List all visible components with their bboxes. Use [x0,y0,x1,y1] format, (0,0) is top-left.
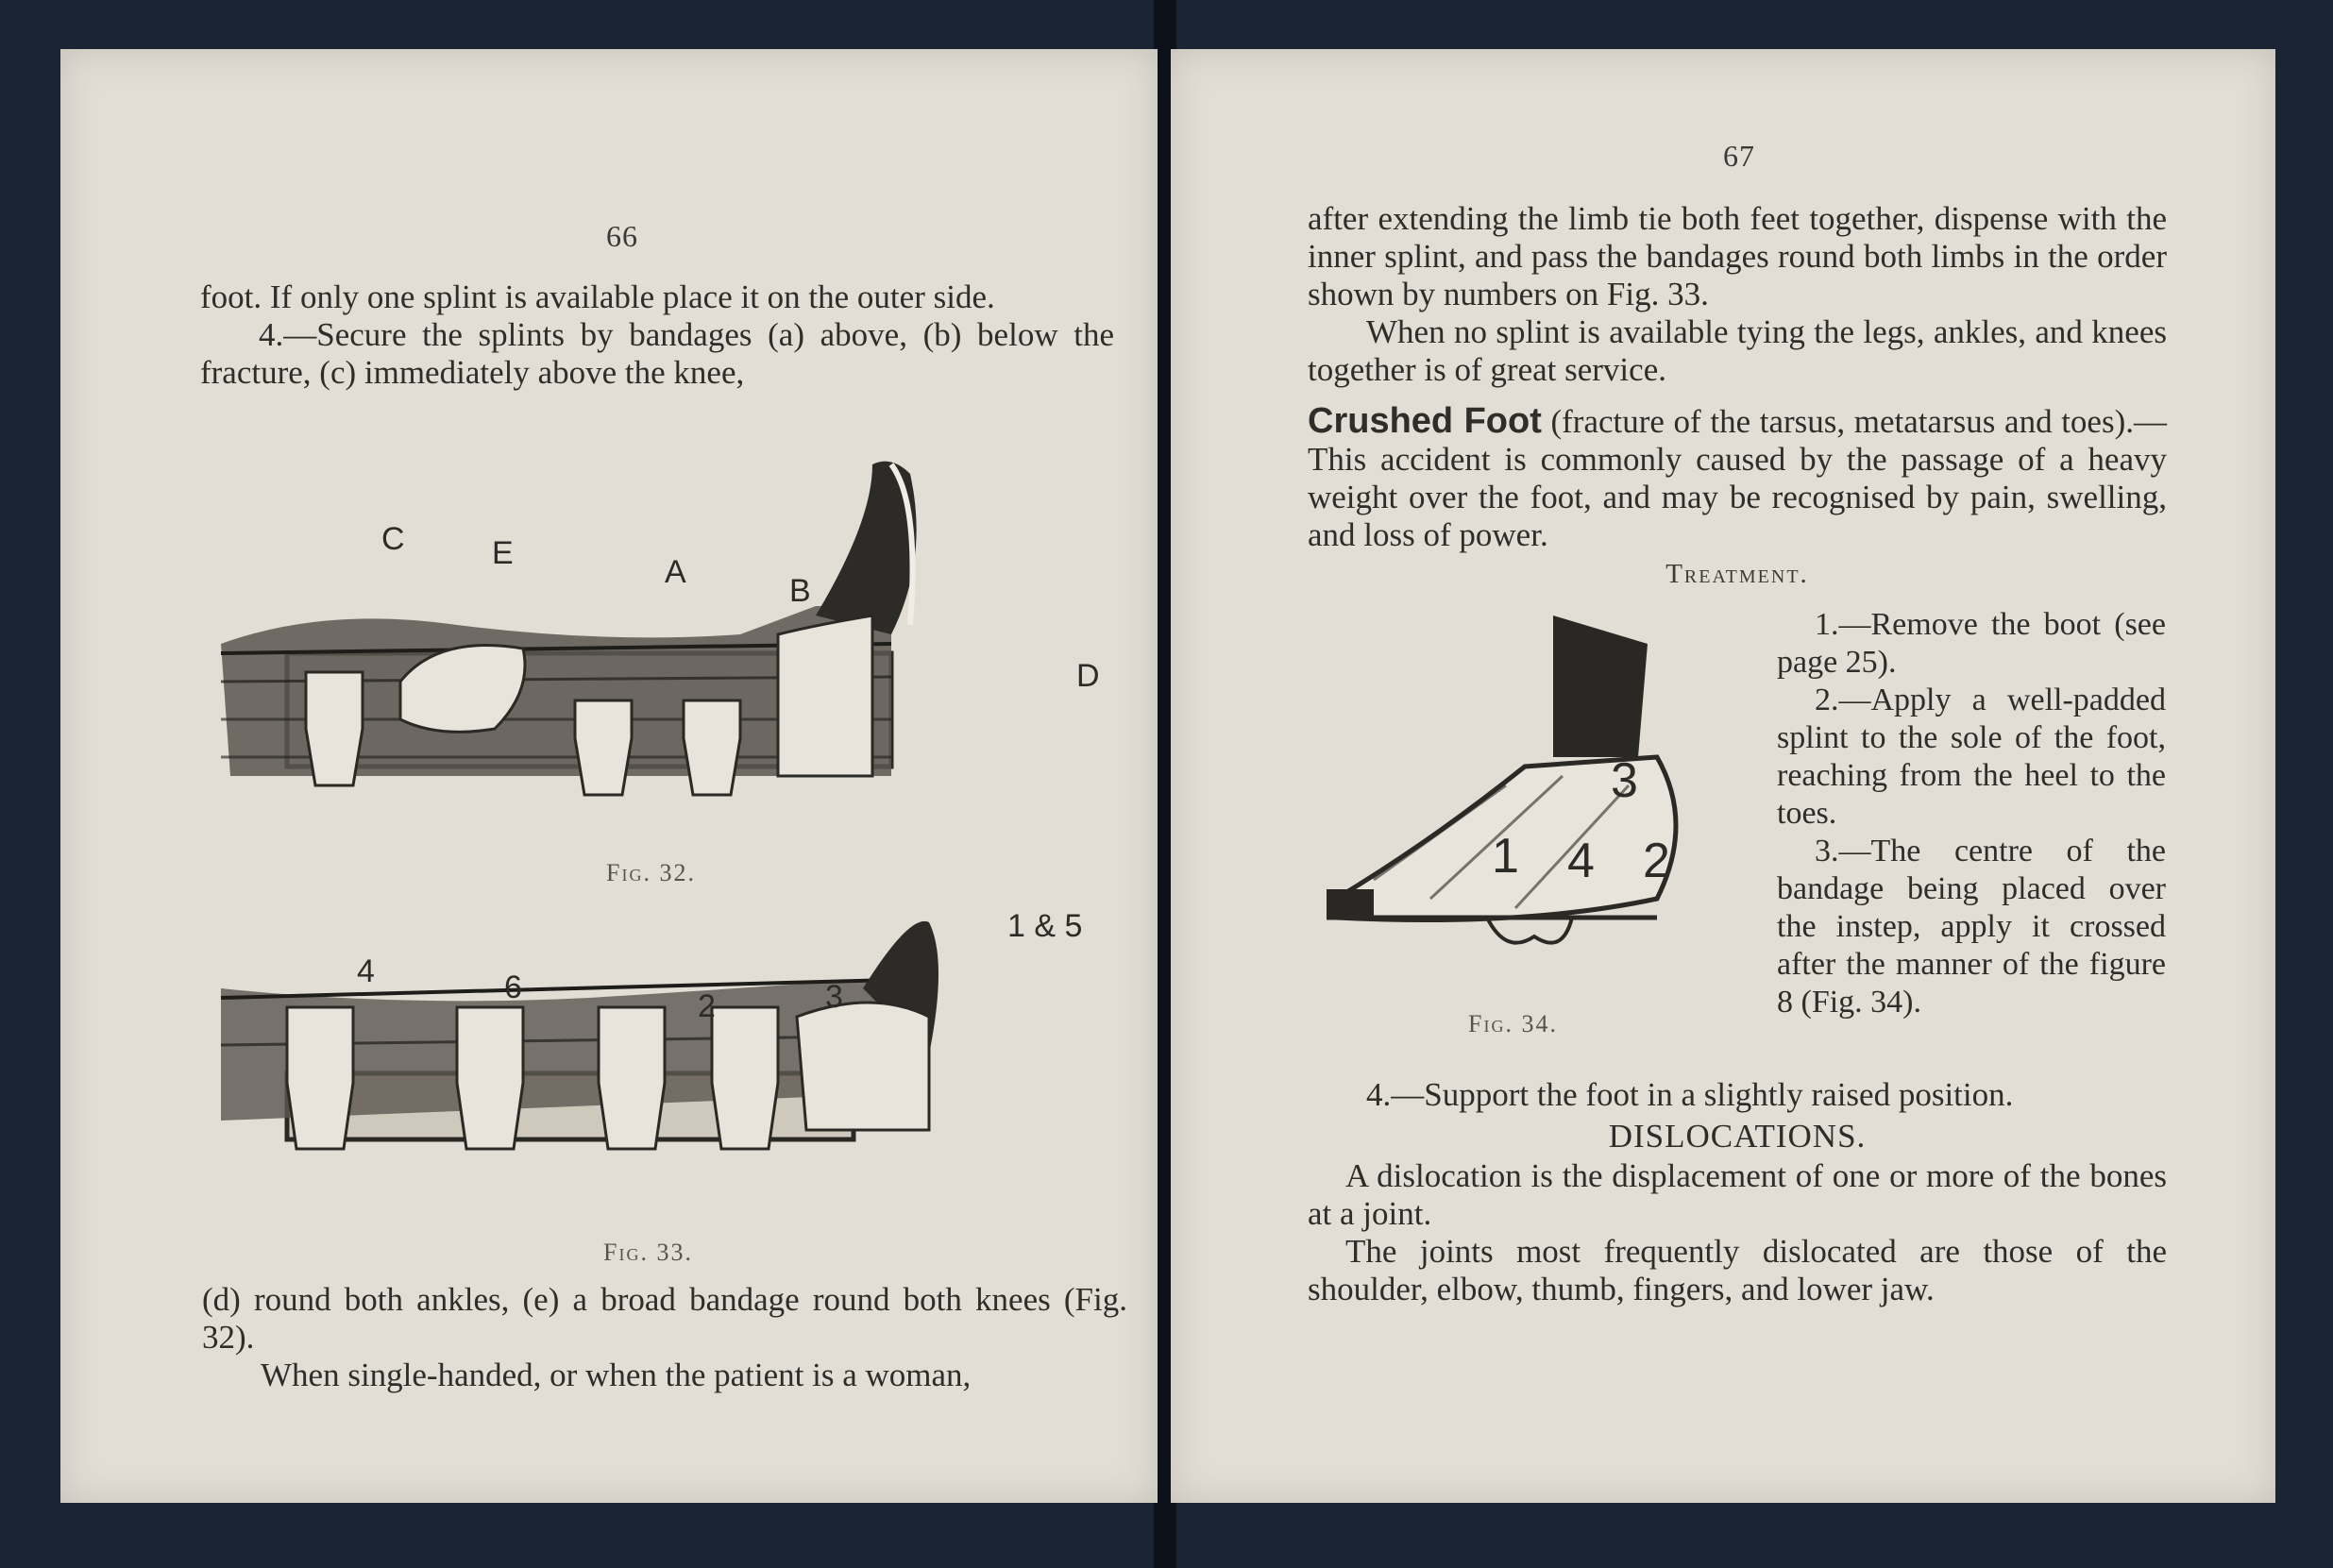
treatment-step: 2.—Apply a well-padded splint to the sole of the foot, reaching from the heel to the toes. [1777,683,2166,831]
page-number: 66 [606,219,638,253]
fig33-label-2: 2 [698,988,716,1024]
right-page [1171,49,2275,1503]
fig32-label-b: B [789,573,811,609]
paragraph: The joints most frequently dislocated are those of the shoulder, elbow, thumb, fingers, and lower jaw. [1308,1233,2167,1307]
paragraph: When single-handed, or when the patient is a woman, [261,1357,972,1393]
left-top-text [200,278,1114,392]
paragraph: When no splint is available tying the legs, ankles, and knees together is of great service. [1308,313,2167,388]
fig34-illustration [1317,615,1723,1012]
fig32-caption: Fig. 32. [606,859,696,886]
fig33-caption: Fig. 33. [603,1239,693,1266]
left-page [60,49,1158,1503]
treatment-step: 4.—Support the foot in a slightly raised position. [1366,1076,2014,1113]
fig32-label-c: C [381,521,405,557]
fig32-label-a: A [665,554,686,590]
treatment-heading: Treatment. [1665,559,1809,589]
paragraph: after extending the limb tie both feet together, dispense with the inner splint, and pass the bandages round both limbs in the order shown by numbers on Fig. 33. [1308,200,2167,312]
treatment-step: 3.—The centre of the bandage being placed over the instep, apply it crossed after the manner of the figure 8 (Fig. 34). [1777,834,2166,1020]
fig34-label-3: 3 [1611,753,1638,808]
paragraph: (d) round both ankles, (e) a broad bandage round both knees (Fig. 32). [202,1281,1127,1356]
crushed-foot-text: (fracture of the tarsus, metatarsus and toes).—This accident is commonly caused by the passage of a heavy weight over the foot, and may be recognised by pain, swelling, and loss of power. [1308,403,2167,553]
fig32-label-d: D [1076,658,1100,694]
right-bottom-text [1308,1076,2167,1308]
treatment-steps [1777,606,2166,1021]
paragraph: foot. If only one splint is available place it on the outer side. [200,278,995,315]
fig32-illustration [211,446,1118,889]
fig33-label-6: 6 [504,969,522,1005]
fig33-label-1-5: 1 & 5 [1007,908,1083,944]
fig34-caption: Fig. 34. [1468,1010,1558,1037]
paragraph: A dislocation is the displacement of one or more of the bones at a joint. [1308,1157,2167,1232]
crushed-foot-heading: Crushed Foot [1308,401,1542,441]
fig32-label-e: E [492,535,514,571]
fig33-illustration [211,903,1118,1206]
treatment-step: 1.—Remove the boot (see page 25). [1777,607,2166,680]
fig34-label-2: 2 [1643,834,1670,888]
paragraph: 4.—Secure the splints by bandages (a) above, (b) below the fracture, (c) immediately above the knee, [200,316,1114,391]
fig33-label-3: 3 [825,979,843,1015]
right-top-text [1308,200,2167,554]
fig34-label-4: 4 [1567,834,1595,888]
crushed-foot-paragraph [1308,402,2167,554]
fig34-label-1: 1 [1492,829,1519,884]
fig33-label-4: 4 [357,953,375,989]
left-bottom-text [202,1281,1127,1394]
page-number: 67 [1723,139,1755,173]
dislocations-heading: DISLOCATIONS. [1608,1118,1867,1155]
